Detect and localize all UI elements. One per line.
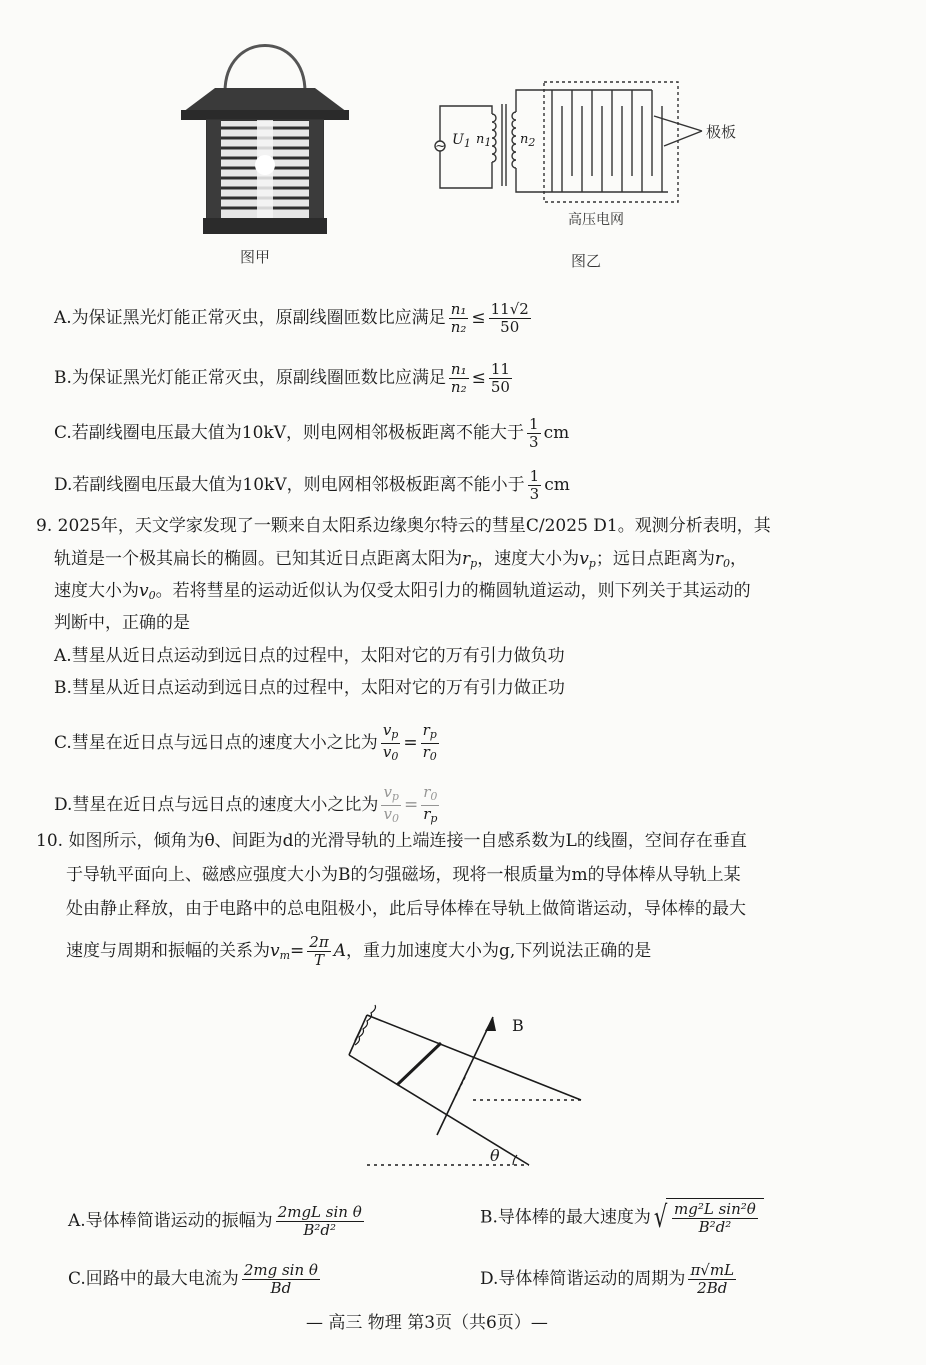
q10-stem-line2: 于导轨平面向上、磁感应强度大小为B的匀强磁场，现将一根质量为m的导体棒从导轨上某 (66, 865, 741, 885)
figure-inclined-rails (345, 985, 595, 1170)
figure-yi-circuit (432, 76, 752, 226)
svg-text:~: ~ (435, 139, 446, 154)
q10-option-c: C.回路中的最大电流为 $\frac{\text{2mg sin θ}}{Bd}$ (68, 1261, 318, 1297)
q9-stem-line2: 轨道是一个极其扁长的椭圆。已知其近日点距离太阳为$r_p$，速度大小为$v_p$；远日点距离为$r_0$， (54, 549, 747, 570)
q10-stem-line1: 10. 如图所示，倾角为θ、间距为d的光滑导轨的上端连接一自感系数为L的线圈，空间存在垂直 (36, 831, 747, 851)
q10-option-a: A.导体棒简谐运动的振幅为 $\frac{\text{2mgL sin θ}}{\text{B²d²}}$ (68, 1203, 362, 1239)
q10-stem-line4: 速度与周期和振幅的关系为$v_m=$ $\frac{2\pi}{T}$ A，重力加速度大小为g,下列说法正确的是 (66, 933, 652, 969)
q10-stem-line3: 处由静止释放，由于电路中的总电阻极小，此后导体棒在导轨上做简谐运动，导体棒的最大 (66, 899, 746, 919)
q8-option-d: D.若副线圈电压最大值为10kV，则电网相邻极板距离不能小于 $\frac{1}{3}$ cm (54, 467, 570, 503)
q9-option-c: C.彗星在近日点与远日点的速度大小之比为 $\frac{v_p}{v_0}$ = $\frac{r_p}{r_0}$ (54, 721, 437, 763)
n2-label: $n_2$ (520, 132, 536, 149)
q9-stem-line4: 判断中，正确的是 (54, 613, 190, 633)
q9-option-d: D.彗星在近日点与远日点的速度大小之比为 $\frac{v_p}{v_0}$ = $\frac{r_0}{r_p}$ (54, 783, 438, 825)
b-field-label: B (512, 1016, 524, 1035)
figure-jia-caption: 图甲 (240, 248, 271, 266)
page-footer: — 高三 物理 第3页（共6页）— (306, 1313, 548, 1333)
q9-option-b: B.彗星从近日点运动到远日点的过程中，太阳对它的万有引力做正功 (54, 678, 565, 698)
q8-option-c: C.若副线圈电压最大值为10kV，则电网相邻极板距离不能大于 $\frac{1}{3}$ cm (54, 415, 570, 451)
grid-label: 高压电网 (568, 212, 624, 228)
q9-option-a: A.彗星从近日点运动到远日点的过程中，太阳对它的万有引力做负功 (54, 646, 565, 666)
n1-label: $n_1$ (476, 132, 492, 149)
u1-label: $U_1$ (452, 132, 471, 150)
q8-option-a: A.为保证黑光灯能正常灭虫，原副线圈匝数比应满足 $\frac{\text{n₁}}{\text{n₂}}$ ≤ $\frac{11√2}{50}$ (54, 300, 529, 336)
q9-stem-line3: 速度大小为$v_0$。若将彗星的运动近似认为仅受太阳引力的椭圆轨道运动，则下列关于其运动的 (54, 581, 751, 602)
theta-label: θ (490, 1146, 500, 1165)
q10-option-d: D.导体棒简谐运动的周期为 $\frac{\pi√mL}{2Bd}$ (480, 1261, 735, 1297)
figure-yi-caption: 图乙 (571, 252, 602, 270)
q10-option-b: B.导体棒的最大速度为 √ $\frac{\text{mg²L sin²θ}}{\text{B²d²}}$ (480, 1198, 764, 1238)
q9-stem-line1: 9. 2025年，天文学家发现了一颗来自太阳系边缘奥尔特云的彗星C/2025 D1。观测分析表明，其 (36, 516, 771, 536)
figure-jia-lamp (175, 30, 355, 240)
q8-option-b: B.为保证黑光灯能正常灭虫，原副线圈匝数比应满足 $\frac{\text{n₁}}{\text{n₂}}$ ≤ $\frac{11}{50}$ (54, 360, 510, 396)
plate-label: 极板 (706, 123, 737, 141)
